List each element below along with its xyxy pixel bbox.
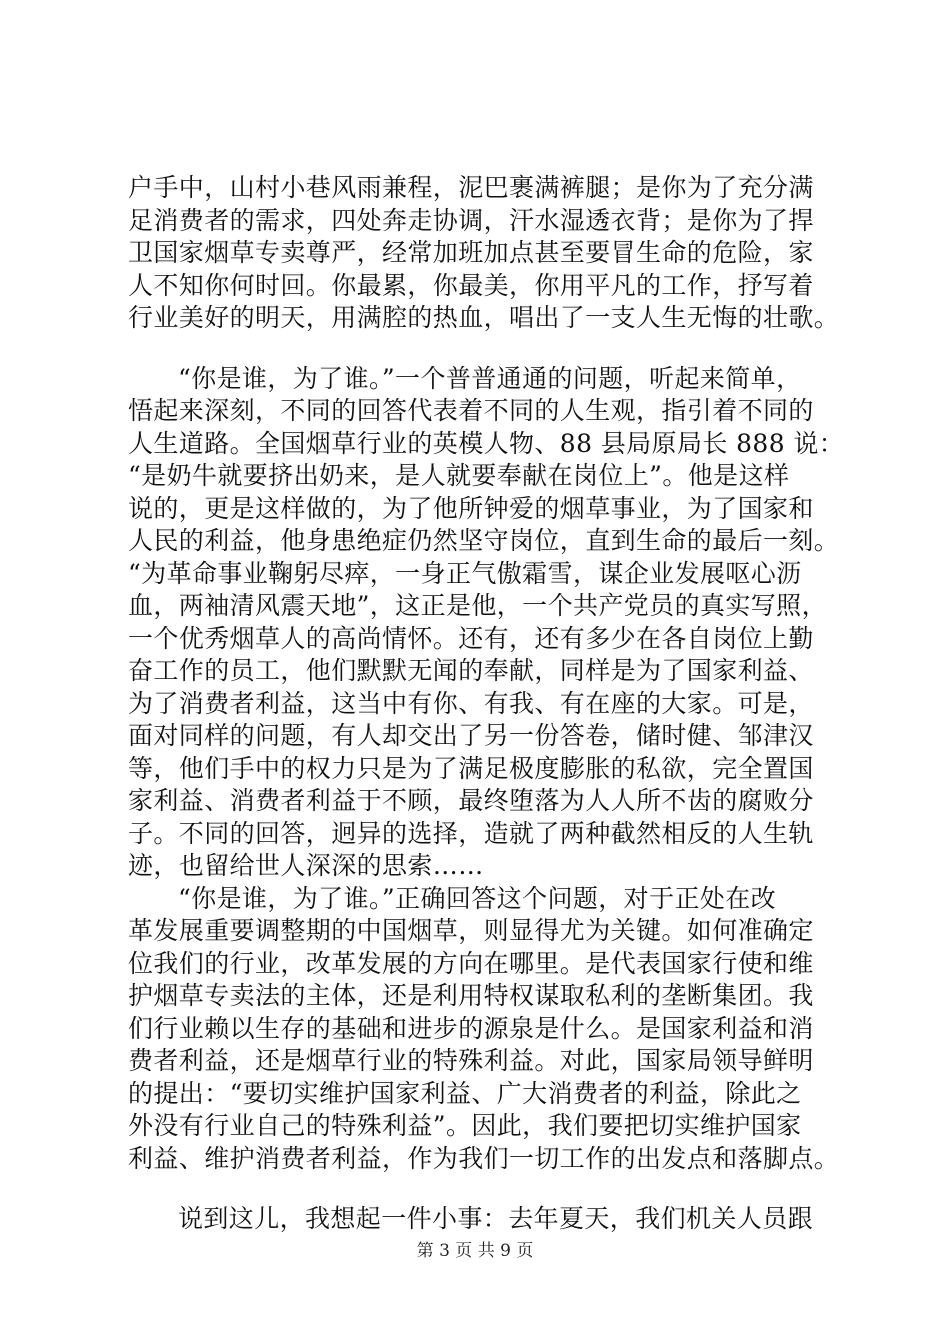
text-line: 说到这儿，我想起一件小事：去年夏天，我们机关人员跟 (178, 1204, 814, 1233)
paragraph-3 (128, 883, 858, 1176)
paragraph-1 (128, 172, 858, 335)
text-line: 行业美好的明天，用满腔的热血，唱出了一支人生无悔的壮歌。 (128, 303, 840, 332)
text-line: 悟起来深刻，不同的回答代表着不同的人生观，指引着不同的 (128, 396, 814, 425)
text-line: 革发展重要调整期的中国烟草，则显得尤为关键。如何准确定 (128, 916, 814, 945)
text-line: 户手中，山村小巷风雨兼程，泥巴裹满裤腿；是你为了充分满 (128, 173, 814, 202)
text-line: 费者利益，还是烟草行业的特殊利益。对此，国家局领导鲜明 (128, 1046, 814, 1075)
text-line: 护烟草专卖法的主体，还是利用特权谋取私利的垄断集团。我 (128, 981, 814, 1010)
text-line: 卫国家烟草专卖尊严，经常加班加点甚至要冒生命的危险，家 (128, 238, 814, 267)
page-footer (0, 1236, 950, 1261)
text-line: 人不知你何时回。你最累，你最美，你用平凡的工作，抒写着 (128, 270, 814, 300)
text-line: 家利益、消费者利益于不顾，最终堕落为人人所不齿的腐败分 (128, 786, 814, 815)
text-line: 位我们的行业，改革发展的方向在哪里。是代表国家行使和维 (128, 948, 814, 978)
text-line: 外没有行业自己的特殊利益”。因此，我们要把切实维护国家 (128, 1111, 802, 1140)
text-line: “是奶牛就要挤出奶来，是人就要奉献在岗位上”。他是这样 (128, 461, 790, 490)
text-line: 利益、维护消费者利益，作为我们一切工作的出发点和落脚点。 (128, 1143, 840, 1173)
text-line: 面对同样的问题，有人却交出了另一份答卷，储时健、邹津汉 (128, 721, 814, 750)
paragraph-gap (128, 335, 858, 363)
text-line: 迹，也留给世人深深的思索…… (128, 851, 484, 880)
text-line: 人民的利益，他身患绝症仍然坚守岗位，直到生命的最后一刻。 (128, 526, 840, 555)
text-line: 为了消费者利益，这当中有你、有我、有在座的大家。可是， (128, 688, 814, 718)
text-line: 一个优秀烟草人的高尚情怀。还有，还有多少在各自岗位上勤 (128, 623, 814, 653)
text-line: 说的，更是这样做的，为了他所钟爱的烟草事业，为了国家和 (128, 493, 814, 523)
text-line: “你是谁，为了谁。”正确回答这个问题，对于正处在改 (178, 883, 777, 913)
text-line: “你是谁，为了谁。”一个普普通通的问题，听起来简单， (178, 363, 802, 393)
text-line: 足消费者的需求，四处奔走协调，汗水湿透衣背；是你为了捍 (128, 205, 814, 235)
page-number-label: 第 3 页 共 9 页 (416, 1241, 534, 1261)
text-line: 等，他们手中的权力只是为了满足极度膨胀的私欲，完全置国 (128, 753, 814, 783)
paragraph-4 (128, 1203, 858, 1236)
body-text (128, 172, 858, 1236)
text-line: 血，两袖清风震天地”，这正是他，一个共产党员的真实写照， (128, 591, 827, 620)
text-line: “为革命事业鞠躬尽瘁，一身正气傲霜雪，谋企业发展呕心沥 (128, 558, 802, 588)
text-line: 子。不同的回答，迥异的选择，造就了两种截然相反的人生轨 (128, 818, 814, 848)
text-line: 奋工作的员工，他们默默无闻的奉献，同样是为了国家利益、 (128, 656, 814, 685)
text-line: 人生道路。全国烟草行业的英模人物、88 县局原局长 888 说： (128, 428, 845, 458)
paragraph-2 (128, 363, 858, 883)
text-line: 的提出：“要切实维护国家利益、广大消费者的利益，除此之 (128, 1078, 802, 1108)
paragraph-gap (128, 1175, 858, 1203)
text-line: 们行业赖以生存的基础和进步的源泉是什么。是国家利益和消 (128, 1013, 814, 1043)
